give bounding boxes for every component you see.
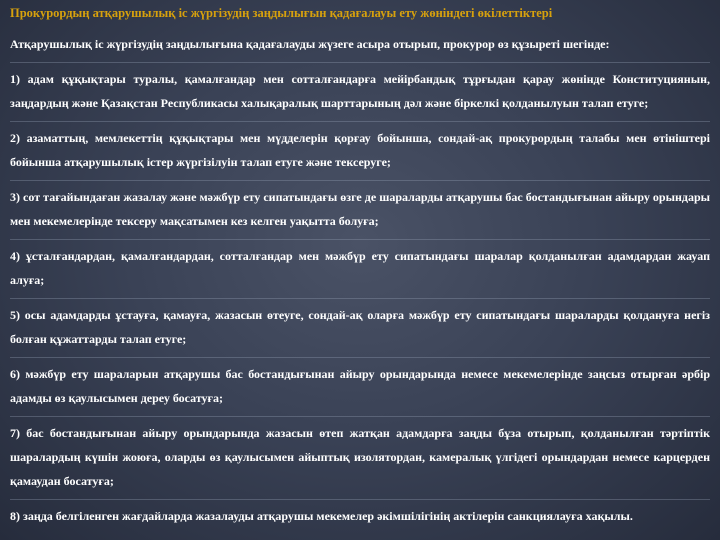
list-item-5: 5) осы адамдарды ұстауға, қамауға, жазасын өтеуге, сондай-ақ оларға мәжбүр ету сипатындағы шараларды қолдануға негіз болған құжаттарды талап етуге; — [10, 299, 710, 358]
list-item-8: 8) заңда белгіленген жағдайларда жазалауды атқарушы мекемелер әкімшілігінің актілерін санкциялауға хақылы. — [10, 509, 633, 523]
list-item-6: 6) мәжбүр ету шараларын атқарушы бас бостандығынан айыру орындарында немесе мекемелерінде заңсыз отырған әрбір адамды өз қаулысымен дереу босатуға; — [10, 358, 710, 417]
list-item-3: 3) сот тағайындаған жазалау және мәжбүр ету сипатындағы өзге де шараларды атқарушы бас бостандығынан айыру орындары мен мекемелерінде тексеру мақсатымен кез келген уақытта болуға; — [10, 181, 710, 240]
list-item-1: 1) адам құқықтары туралы, қамалғандар мен сотталғандарға мейірбандық тұрғыдан қарау жөнінде Конституциянын, заңдардың және Қазақстан Республикасы халықаралық шарттарының дәл және біркелкі қолданылуын талап етуге; — [10, 63, 710, 122]
list-item-2: 2) азаматтың, мемлекеттің құқықтары мен мүдделерін қорғау бойынша, сондай-ақ прокурордың талабы мен өтініштері бойынша атқарушылық істер жүргізілуін талап етуге және тексеруге; — [10, 122, 710, 181]
list-item-7: 7) бас бостандығынан айыру орындарында жазасын өтеп жатқан адамдарға заңды бұза отырып, қолданылған тәртіптік шаралардың күшін жоюға, оларды өз қаулысымен айыптық изолятордан, камералық үлгідегі орындардан немесе карцерден қамаудан босатуға; — [10, 417, 710, 500]
intro-paragraph: Атқарушылық іс жүргізудің заңдылығына қадағалауды жүзеге асыра отырып, прокурор өз құзыреті шегінде: — [10, 28, 710, 63]
slide-content — [10, 4, 710, 534]
list-item-4: 4) ұсталғандардан, қамалғандардан, сотталғандар мен мәжбүр ету сипатындағы шаралар қолданылған адамдардан жауап алуға; — [10, 240, 710, 299]
slide-title: Прокурордың атқарушылық іс жүргізудің заңдылығын қадағалауы ету жөніндегі өкілеттіктері — [10, 6, 553, 20]
